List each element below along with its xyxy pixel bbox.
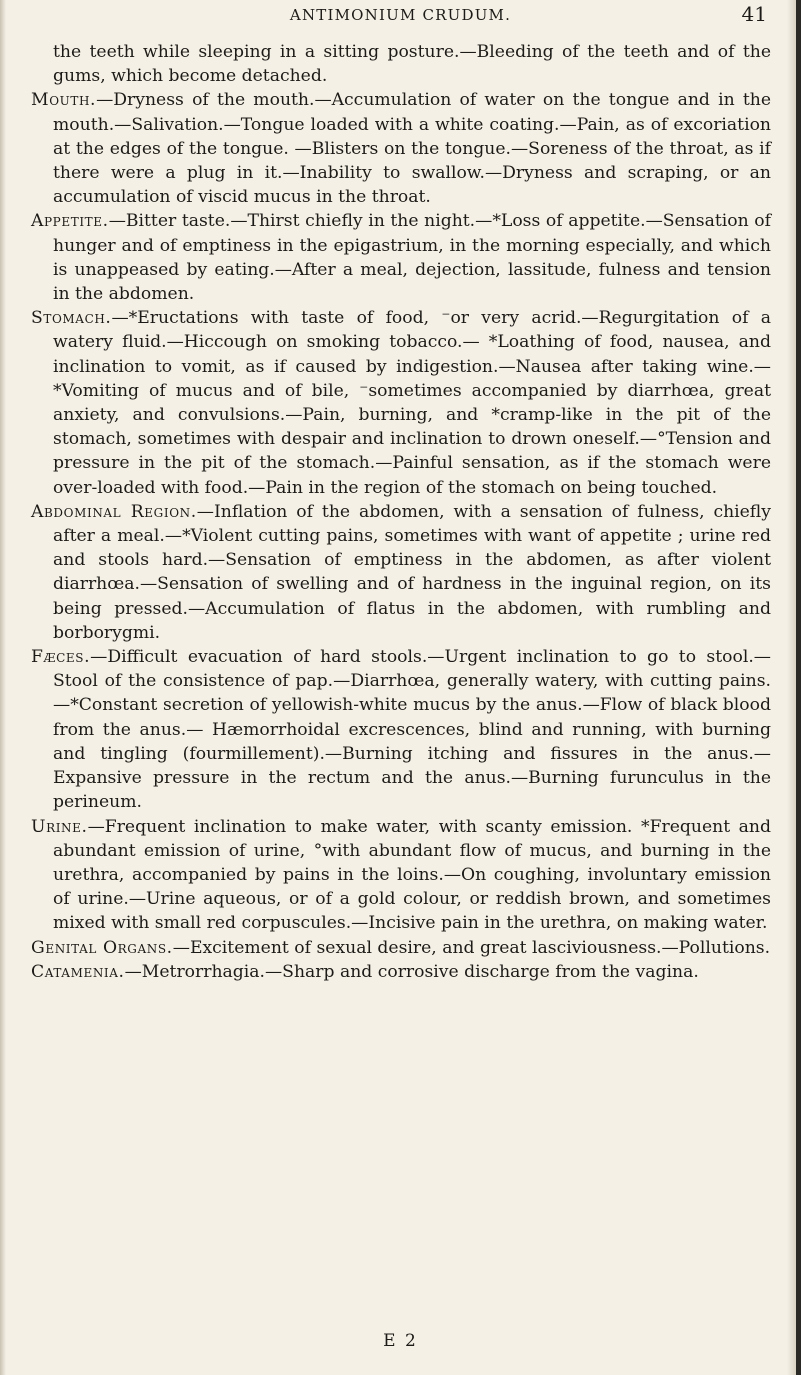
entry-text: —Metrorrhagia.—Sharp and corrosive discharge from the vagina. [124, 961, 699, 982]
entry-text: —*Eructations with taste of food, ⁻or very acrid.—Regurgitation of a watery fluid.—Hiccough on smoking tobacco.— *Loathing of food, nausea, and inclination to vomit, as if caused by indigestion.—Nausea after taking wine.—*Vomiting of mucus and of bile, ⁻sometimes accompanied by diarrhœa, great anxiety, and convulsions.—Pain, burning, and *cramp-like in the pit of the stomach, sometimes with despair and inclination to drown oneself.—°Tension and pressure in the pit of the stomach.—Painful sensation, as if the stomach were over-loaded with food.—Pain in the region of the stomach on being touched. [53, 308, 771, 498]
page-edge-shadow [787, 0, 801, 1375]
entry-text: —Inflation of the abdomen, with a sensation of fulness, chiefly after a meal.—*Violent cutting pains, sometimes with want of appetite ; urine red and stools hard.—Sensation of emptiness in the abdomen, as after violent diarrhœa.—Sensation of swelling and of hardness in the inguinal region, on its being pressed.—Accumulation of flatus in the abdomen, with rumbling and borborygmi. [53, 501, 771, 643]
entry-text: —Dryness of the mouth.—Accumulation of water on the tongue and in the mouth.—Salivation.—Tongue loaded with a white coating.—Pain, as of excoriation at the edges of the tongue. —Blisters on the tongue.—Soreness of the throat, as if there were a plug in it.—Inability to swallow.—Dryness and scraping, or an accumulation of viscid mucus in the throat. [53, 90, 771, 208]
entry-text: —Bitter taste.—Thirst chiefly in the night.—*Loss of appetite.—Sensation of hunger and of emptiness in the epigastrium, in the morning especially, and which is unappeased by eating.—After a meal, dejection, lassitude, fulness and tension in the abdomen. [53, 211, 771, 305]
entry-heading: Appetite. [31, 211, 109, 232]
running-title: ANTIMONIUM CRUDUM. [289, 6, 512, 24]
entry-genital-organs [31, 936, 771, 960]
entry-heading: Genital Organs. [31, 937, 173, 958]
signature-mark: E 2 [383, 1331, 418, 1351]
entry-heading: Fæces. [31, 647, 91, 668]
entry-abdominal-region [31, 500, 771, 645]
entry-heading: Urine. [31, 816, 88, 837]
entry-text: —Excitement of sexual desire, and great lasciviousness.—Pollutions. [172, 937, 771, 958]
entry-urine [31, 815, 771, 936]
entry-text: —Difficult evacuation of hard stools.—Urgent inclination to go to stool.—Stool of the consistence of pap.—Diarrhœa, generally watery, with cutting pains.—*Constant secretion of yellowish-white mucus by the anus.—Flow of black blood from the anus.— Hæmorrhoidal excrescences, blind and running, with burning and tingling (fourmillement).—Burning itching and fissures in the anus.—Expansive pressure in the rectum and the anus.—Burning furunculus in the perineum. [53, 647, 771, 813]
entry-heading: Catamenia. [31, 961, 125, 982]
entry-heading: Mouth. [31, 90, 97, 111]
entry-catamenia [31, 960, 771, 984]
entry-appetite [31, 209, 771, 306]
page-number: 41 [741, 2, 767, 26]
entry-mouth [31, 88, 771, 209]
entry-heading: Abdominal Region. [31, 501, 197, 522]
entry-faeces [31, 645, 771, 814]
page-header [0, 2, 801, 30]
entry-text: —Frequent inclination to make water, with scanty emission. *Frequent and abundant emission of urine, °with abundant flow of mucus, and burning in the urethra, accompanied by pains in the loins.—On coughing, involuntary emission of urine.—Urine aqueous, or of a gold colour, or reddish brown, and sometimes mixed with small red corpuscules.—Incisive pain in the urethra, on making water. [53, 816, 771, 934]
body-text [31, 40, 771, 984]
entry-text: the teeth while sleeping in a sitting posture.—Bleeding of the teeth and of the gums, which become detached. [53, 42, 771, 87]
page-gutter-shadow [0, 0, 6, 1375]
entry-stomach [31, 306, 771, 500]
entry-heading: Stomach. [31, 308, 112, 329]
entry-continuation [31, 40, 771, 88]
